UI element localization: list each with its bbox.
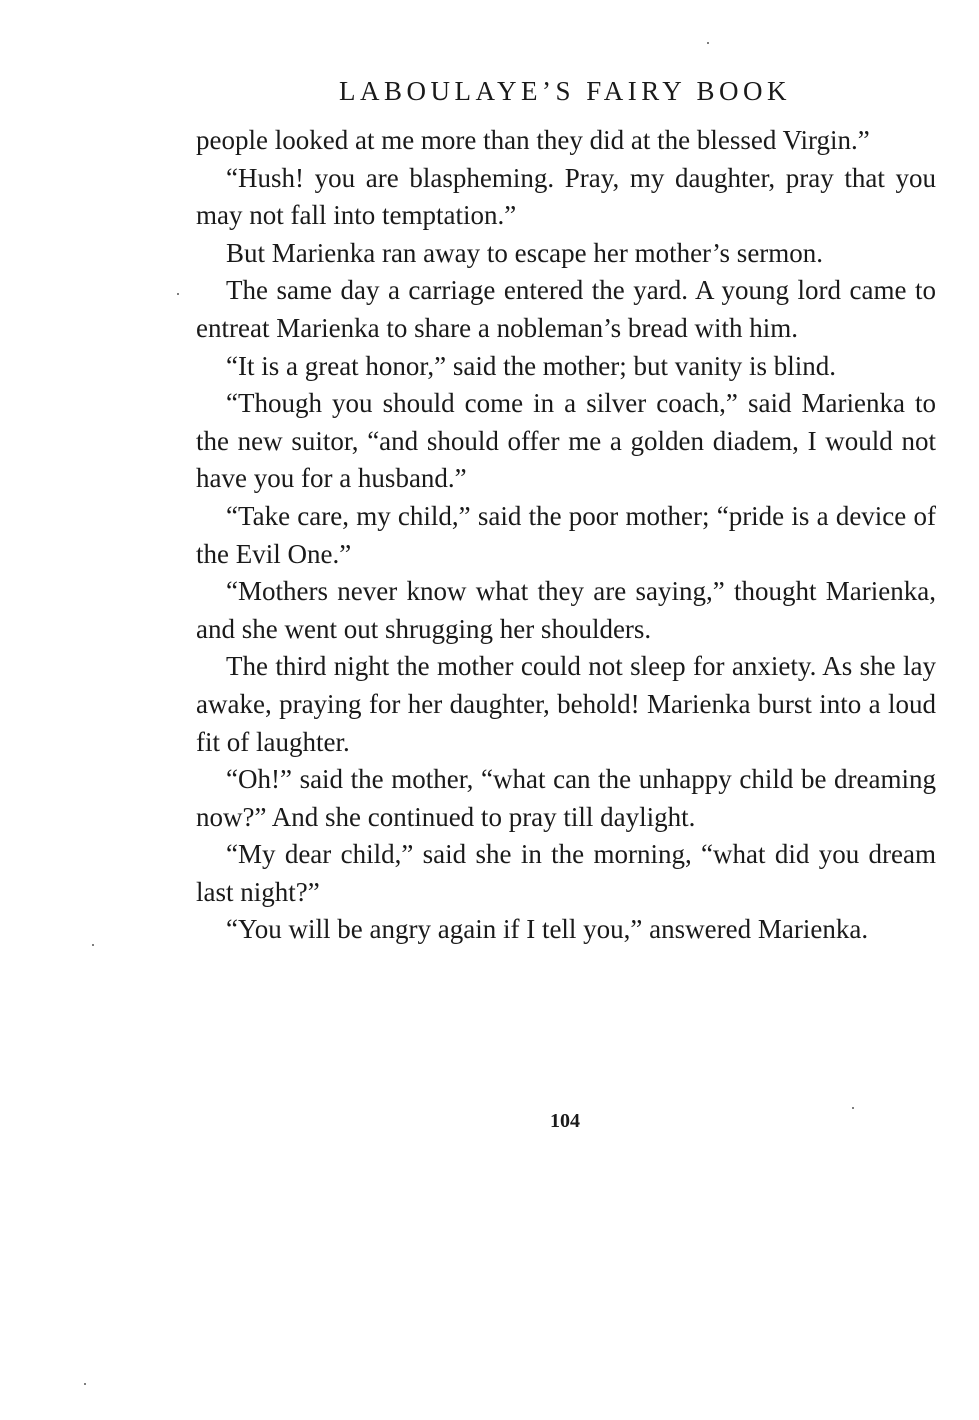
paragraph: “It is a great honor,” said the mother; but vanity is blind. [226,350,837,381]
page-number: 104 [550,1110,580,1132]
scan-speck [92,944,94,946]
paragraph-continued: people looked at me more than they did at the blessed Virgin.” [196,125,870,155]
scan-speck [852,1107,854,1109]
scan-speck [707,42,709,44]
body-text [196,122,936,949]
scan-speck [84,1383,86,1385]
paragraph: But Marienka ran away to escape her mother’s sermon. [226,237,824,268]
running-header-title: LABOULAYE’S FAIRY BOOK [338,76,792,106]
paragraph: “Hush! you are blaspheming. Pray, my daughter, pray that you may not fall into temptation.” [196,162,936,231]
paragraph: The same day a carriage entered the yard. A young lord came to entreat Marienka to share a nobleman’s bread with him. [196,275,936,343]
scan-speck [177,293,179,295]
paragraph: “Though you should come in a silver coach,” said Marienka to the new suitor, “and should offer me a golden diadem, I would not have you for a husband.” [196,388,936,494]
paragraph: The third night the mother could not sleep for anxiety. As she lay awake, praying for her daughter, behold! Marienka burst into a loud fit of laughter. [196,651,936,757]
paragraph: “My dear child,” said she in the morning, “what did you dream last night?” [196,839,936,907]
paragraph: “Oh!” said the mother, “what can the unhappy child be dreaming now?” And she continued to pray till daylight. [196,764,936,832]
paragraph: “Take care, my child,” said the poor mother; “pride is a device of the Evil One.” [196,500,936,569]
paragraph: “Mothers never know what they are saying,” thought Marienka, and she went out shrugging her shoulders. [196,576,936,644]
paragraph: “You will be angry again if I tell you,” answered Marienka. [226,914,869,945]
